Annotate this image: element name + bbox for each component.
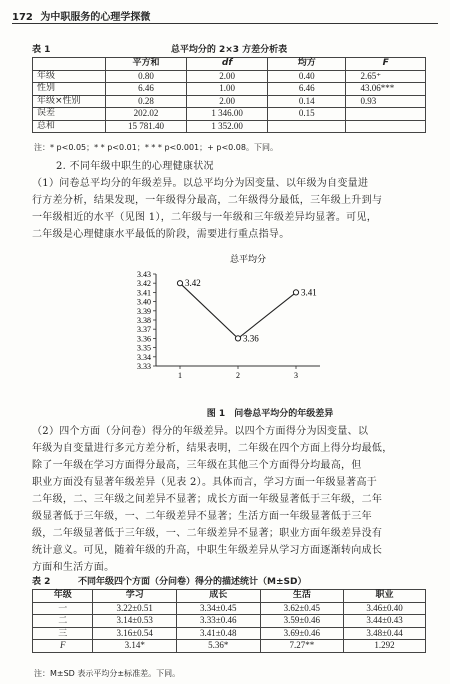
table1-cell: 202.02 xyxy=(105,108,186,121)
table2-cell: 5.36* xyxy=(176,640,260,653)
table2-cell: 7.27** xyxy=(260,640,344,653)
table1-cell: 6.46 xyxy=(267,83,345,96)
table2-row-label: F xyxy=(33,640,93,653)
table1-row-label: 年级 xyxy=(33,70,106,83)
y-tick-label: 3.37 xyxy=(137,325,151,335)
paragraph-line: 年级为自变量进行多元方差分析，结果表明，二年级在四个方面上得分均最低， xyxy=(32,443,393,454)
table1-row xyxy=(33,108,426,121)
figure1-caption xyxy=(150,406,390,419)
table1-cell: 0.14 xyxy=(267,95,345,108)
table2-cell: 3.14* xyxy=(93,640,177,653)
table1-cell: 0.28 xyxy=(105,95,186,108)
running-title: 为中职服务的心理学探微 xyxy=(40,12,151,23)
table2-caption xyxy=(32,574,426,587)
figure1-label: 图 1 xyxy=(206,409,226,419)
table1-cell xyxy=(267,120,345,133)
table1-cell: 1 346.00 xyxy=(187,108,268,121)
table2-cell: 3.59±0.46 xyxy=(260,615,344,628)
table2-title: 不同年级四个方面（分问卷）得分的描述统计（M±SD） xyxy=(78,577,307,587)
paragraph-line: 职业方面没有显著年级差异（见表 2）。具体而言，学习方面一年级显著高于 xyxy=(32,477,378,488)
y-tick-label: 3.40 xyxy=(137,297,151,307)
table1-header-cell: 平方和 xyxy=(105,58,186,71)
table1-row xyxy=(33,95,426,108)
table1-cell xyxy=(346,120,426,133)
table2-cell: 3.62±0.45 xyxy=(260,602,344,615)
paragraph-line: （2）四个方面（分问卷）得分的年级差异。以四个方面得分为因变量、以 xyxy=(32,426,369,437)
table2-row xyxy=(33,640,426,653)
y-tick-label: 3.35 xyxy=(137,343,151,353)
table2-row xyxy=(33,602,426,615)
table1-cell: 0.80 xyxy=(105,70,186,83)
table1-header-cell: df xyxy=(187,58,268,71)
table2-cell: 1.292 xyxy=(344,640,426,653)
table1-cell: 2.65⁺ xyxy=(346,70,426,83)
paragraph-1 xyxy=(32,175,432,243)
table1-title: 总平均分的 2×3 方差分析表 xyxy=(170,45,288,55)
table2-row-label: 一 xyxy=(33,602,93,615)
series-line xyxy=(180,283,296,338)
table1-row-label: 年级×性别 xyxy=(33,95,106,108)
table2-header-cell: 生活 xyxy=(260,590,344,603)
table1-cell: 6.46 xyxy=(105,83,186,96)
table2-cell: 3.69±0.46 xyxy=(260,627,344,640)
data-point xyxy=(235,336,240,341)
table1-caption xyxy=(32,42,426,55)
table1-cell: 0.40 xyxy=(267,70,345,83)
running-header xyxy=(12,8,438,23)
paragraph-line: 方面和生活方面。 xyxy=(32,562,115,573)
page-number: 172 xyxy=(12,12,33,23)
table2-note: 注：M±SD 表示平均分±标准差。下同。 xyxy=(34,669,181,678)
paragraph-2 xyxy=(32,423,432,576)
table1-header-cell: 均方 xyxy=(267,58,345,71)
table2-row-label: 三 xyxy=(33,627,93,640)
y-tick-label: 3.39 xyxy=(137,306,151,316)
table1-cell: 0.93 xyxy=(346,95,426,108)
table1-cell: 1 352.00 xyxy=(187,120,268,133)
paragraph-line: 统计意义。可见，随着年级的升高，中职生年级差异从学习方面逐渐转向成长 xyxy=(32,545,383,556)
table1 xyxy=(32,57,426,133)
table1-row xyxy=(33,70,426,83)
table1-cell: 15 781.40 xyxy=(105,120,186,133)
data-label: 3.42 xyxy=(185,278,201,289)
x-tick-label: 1 xyxy=(178,371,182,380)
y-tick-label: 3.36 xyxy=(137,334,151,344)
table2-cell: 3.48±0.44 xyxy=(344,627,426,640)
table1-row-label: 性别 xyxy=(33,83,106,96)
paragraph-line: 二年级是心理健康水平最低的阶段，需要进行重点指导。 xyxy=(32,229,290,240)
paragraph-line: 级，二年级显著低于三年级，一、二年级差异不显著；职业方面年级差异没有 xyxy=(32,528,383,539)
table1-cell: 2.00 xyxy=(187,95,268,108)
y-tick-label: 3.33 xyxy=(137,362,151,371)
figure1-caption-text: 问卷总平均分的年级差异 xyxy=(234,409,334,419)
data-label: 3.41 xyxy=(301,287,317,298)
table1-row-label: 误差 xyxy=(33,108,106,121)
table1-label: 表 1 xyxy=(32,45,51,55)
table2-row-label: 二 xyxy=(33,615,93,628)
y-tick-label: 3.41 xyxy=(137,288,151,298)
table2-cell: 3.41±0.48 xyxy=(176,627,260,640)
data-label: 3.36 xyxy=(243,333,259,344)
table1-row-label: 总和 xyxy=(33,120,106,133)
table2-label: 表 2 xyxy=(32,577,51,587)
y-tick-label: 3.38 xyxy=(137,316,151,325)
table1-cell: 2.00 xyxy=(187,70,268,83)
paragraph-line: 一年级相近的水平（见图 1），二年级与一年级和三年级差异均显著。可见， xyxy=(32,212,378,223)
data-point xyxy=(293,290,298,295)
table2-header-cell: 成长 xyxy=(176,590,260,603)
header-rule xyxy=(12,23,438,24)
table1-cell xyxy=(346,108,426,121)
table2-header-cell: 职业 xyxy=(344,590,426,603)
table2-cell: 3.34±0.45 xyxy=(176,602,260,615)
paragraph-line: 级显著低于三年级，一、二年级差异不显著；生活方面一年级显著低于三年 xyxy=(32,511,372,522)
chart-title: 总平均分 xyxy=(229,255,267,265)
table1-header-cell: F xyxy=(346,58,426,71)
table2-header-cell: 年级 xyxy=(33,590,93,603)
paragraph-line: 除了一年级在学习方面得分最高，三年级在其他三个方面得分均最高，但 xyxy=(32,460,362,471)
table2-row xyxy=(33,627,426,640)
section-heading: 2. 不同年级中职生的心理健康状况 xyxy=(56,161,214,172)
paragraph-line: 二年级，二、三年级之间差异不显著；成长方面一年级显著低于三年级，二年 xyxy=(32,494,383,505)
table2 xyxy=(32,589,426,653)
table1-cell: 1.00 xyxy=(187,83,268,96)
x-tick-label: 3 xyxy=(294,371,298,380)
table2-header-cell: 学习 xyxy=(93,590,177,603)
table1-cell: 43.06*** xyxy=(346,83,426,96)
table2-row xyxy=(33,615,426,628)
table2-cell: 3.22±0.51 xyxy=(93,602,177,615)
table2-cell: 3.16±0.54 xyxy=(93,627,177,640)
table1-row xyxy=(33,83,426,96)
y-tick-label: 3.34 xyxy=(137,352,151,362)
table2-cell: 3.33±0.46 xyxy=(176,615,260,628)
paragraph-line: 行方差分析，结果发现，一年级得分最高，二年级得分最低，三年级上升到与 xyxy=(32,195,383,206)
table1-cell: 0.15 xyxy=(267,108,345,121)
data-point xyxy=(177,281,182,286)
y-tick-label: 3.42 xyxy=(137,279,151,289)
table1-row xyxy=(33,120,426,133)
paragraph-line: （1）问卷总平均分的年级差异。以总平均分为因变量、以年级为自变量进 xyxy=(32,178,369,189)
table2-cell: 3.46±0.40 xyxy=(344,602,426,615)
table2-cell: 3.44±0.43 xyxy=(344,615,426,628)
y-tick-label: 3.43 xyxy=(137,270,151,279)
x-tick-label: 2 xyxy=(236,371,240,380)
figure1-line-chart xyxy=(120,252,440,402)
table1-note: 注：* p<0.05；* * p<0.01；* * * p<0.001；+ p<0.08。下同。 xyxy=(34,143,278,152)
table2-cell: 3.14±0.53 xyxy=(93,615,177,628)
table1-header-cell xyxy=(33,58,106,71)
